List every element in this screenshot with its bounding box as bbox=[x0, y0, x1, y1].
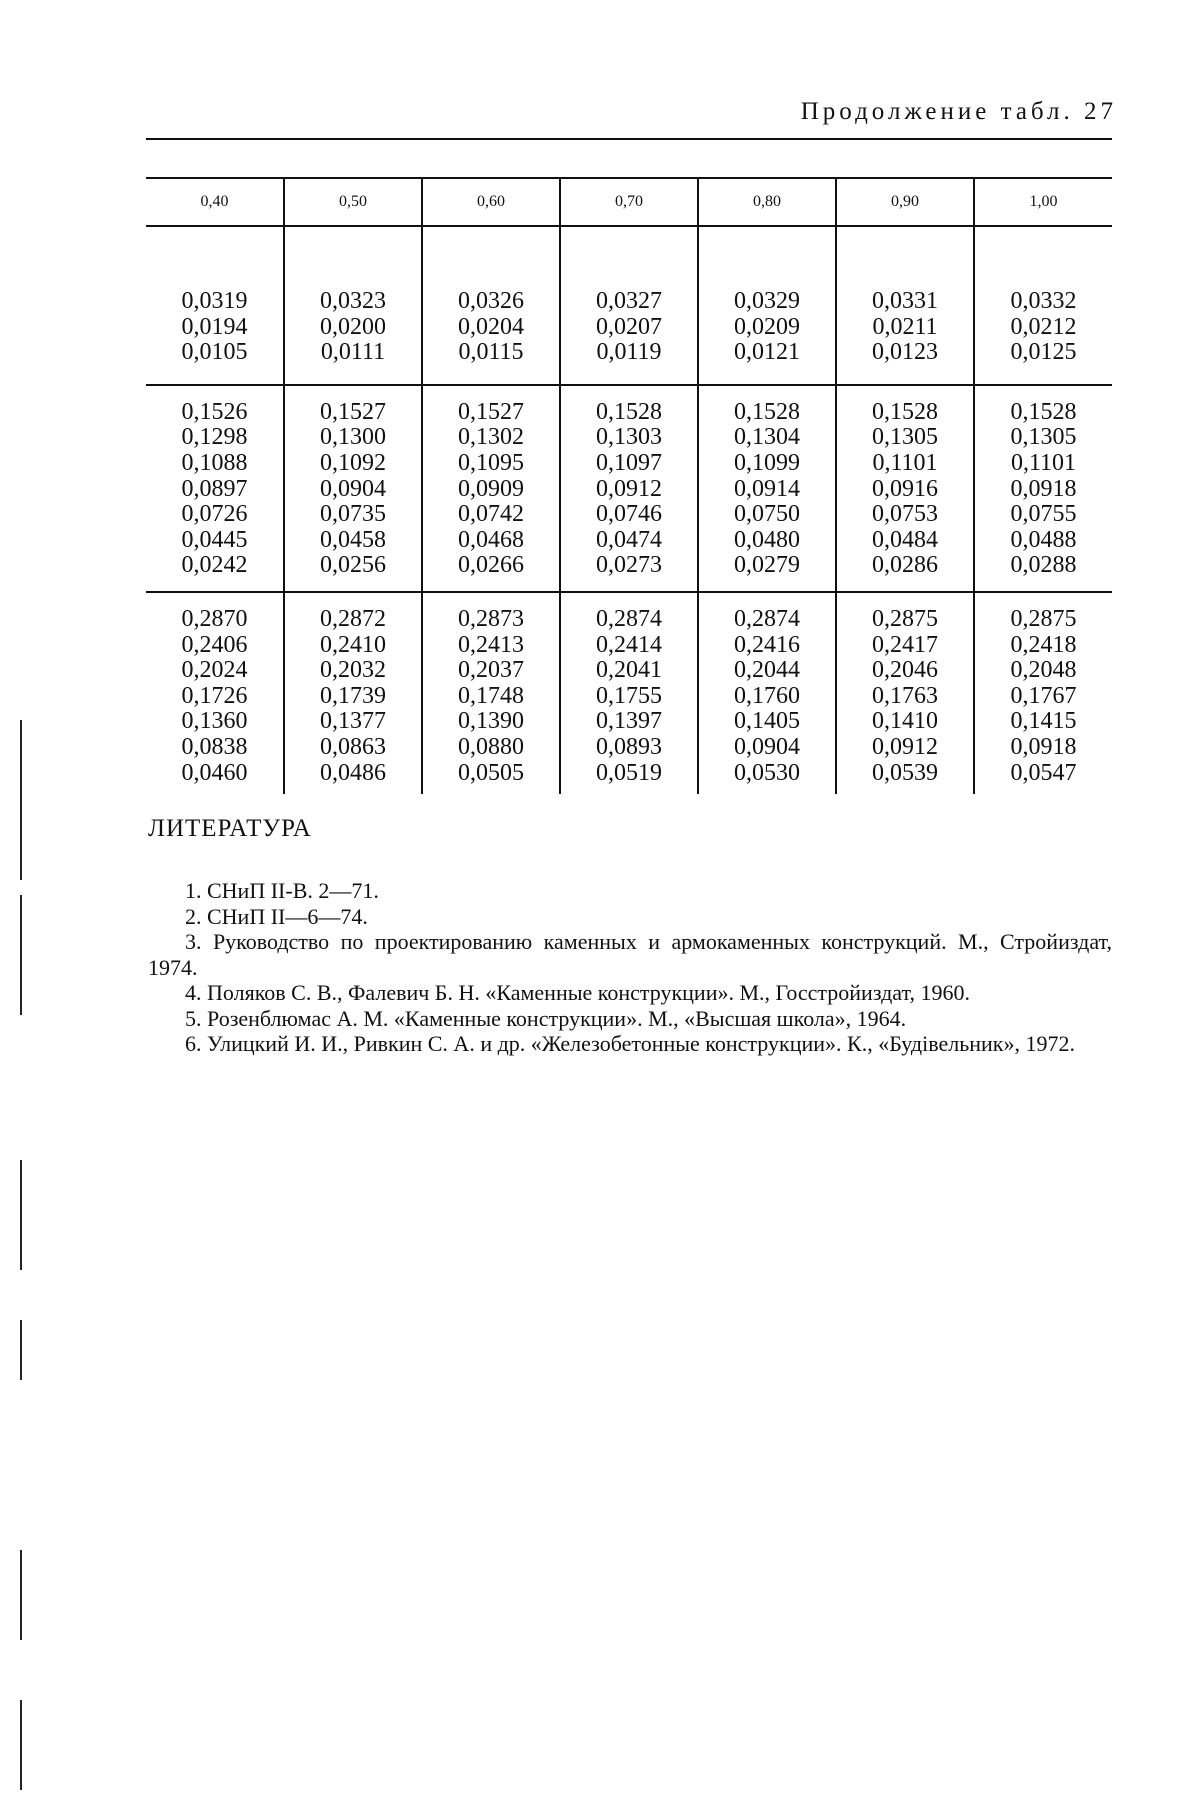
cell-value: 0,2873 bbox=[458, 605, 524, 632]
table-cell bbox=[560, 592, 698, 794]
cell-value: 0,0121 bbox=[734, 339, 800, 366]
table-cell bbox=[836, 592, 974, 794]
cell-value: 0,0755 bbox=[1010, 501, 1077, 528]
cell-value: 0,0266 bbox=[458, 552, 524, 579]
cell-value: 0,0458 bbox=[320, 526, 386, 553]
cell-value: 0,0279 bbox=[734, 552, 800, 579]
table-row bbox=[146, 226, 1112, 385]
table-cell bbox=[560, 385, 698, 592]
table-cell bbox=[284, 226, 422, 385]
cell-value: 0,1101 bbox=[872, 449, 938, 476]
table-continuation-caption: Продолжение табл. 27 bbox=[800, 98, 1117, 125]
cell-value: 0,0916 bbox=[872, 475, 938, 502]
cell-value: 0,2875 bbox=[872, 605, 938, 632]
cell-value: 0,0726 bbox=[181, 501, 248, 528]
cell-value: 0,0480 bbox=[734, 526, 800, 553]
cell-value: 0,0319 bbox=[181, 288, 248, 314]
reference-item: 2. СНиП II—6—74. bbox=[185, 903, 368, 929]
column-header: 0,50 bbox=[284, 178, 422, 226]
cell-value: 0,0484 bbox=[872, 526, 938, 553]
cell-value: 0,1527 bbox=[458, 398, 524, 425]
cell-value: 0,0539 bbox=[872, 759, 938, 786]
table-row bbox=[146, 385, 1112, 592]
table-cell bbox=[836, 226, 974, 385]
cell-value: 0,0331 bbox=[872, 288, 938, 314]
cell-value: 0,2872 bbox=[320, 605, 386, 632]
cell-value: 0,0209 bbox=[734, 313, 800, 340]
cell-value: 0,2406 bbox=[181, 631, 248, 658]
cell-value: 0,0912 bbox=[596, 475, 662, 502]
column-header: 1,00 bbox=[974, 178, 1112, 226]
table-cell bbox=[974, 592, 1112, 794]
cell-value: 0,0530 bbox=[734, 759, 800, 786]
cell-value: 0,0119 bbox=[596, 339, 662, 366]
cell-value: 0,2046 bbox=[872, 657, 938, 684]
cell-value: 0,2413 bbox=[458, 631, 524, 658]
cell-value: 0,0125 bbox=[1010, 339, 1077, 366]
cell-value: 0,2870 bbox=[181, 605, 248, 632]
cell-value: 0,0735 bbox=[320, 501, 386, 528]
cell-value: 0,0204 bbox=[458, 313, 524, 340]
scan-artifact bbox=[20, 1550, 22, 1640]
table-cell bbox=[146, 226, 284, 385]
cell-value: 0,1739 bbox=[320, 682, 386, 709]
cell-value: 0,0329 bbox=[734, 288, 800, 314]
literature-section bbox=[148, 815, 1112, 1057]
cell-value: 0,0918 bbox=[1010, 733, 1077, 760]
cell-value: 0,1526 bbox=[181, 398, 248, 425]
cell-value: 0,1101 bbox=[1010, 449, 1077, 476]
cell-value: 0,1760 bbox=[734, 682, 800, 709]
cell-value: 0,0505 bbox=[458, 759, 524, 786]
cell-value: 0,2874 bbox=[596, 605, 662, 632]
cell-value: 0,1092 bbox=[320, 449, 386, 476]
cell-value: 0,0273 bbox=[596, 552, 662, 579]
cell-value: 0,0909 bbox=[458, 475, 524, 502]
cell-value: 0,0460 bbox=[181, 759, 248, 786]
cell-value: 0,0488 bbox=[1010, 526, 1077, 553]
cell-value: 0,1763 bbox=[872, 682, 938, 709]
cell-value: 0,2414 bbox=[596, 631, 662, 658]
cell-value: 0,0468 bbox=[458, 526, 524, 553]
cell-value: 0,2032 bbox=[320, 657, 386, 684]
cell-value: 0,2410 bbox=[320, 631, 386, 658]
cell-value: 0,0753 bbox=[872, 501, 938, 528]
cell-value: 0,1298 bbox=[181, 424, 248, 451]
cell-value: 0,0445 bbox=[181, 526, 248, 553]
scan-artifact bbox=[20, 1700, 22, 1790]
cell-value: 0,1097 bbox=[596, 449, 662, 476]
cell-value: 0,1304 bbox=[734, 424, 800, 451]
cell-value: 0,1726 bbox=[181, 682, 248, 709]
cell-value: 0,2048 bbox=[1010, 657, 1077, 684]
table-cell bbox=[422, 226, 560, 385]
table-cell bbox=[698, 385, 836, 592]
cell-value: 0,0474 bbox=[596, 526, 662, 553]
table-cell bbox=[698, 226, 836, 385]
reference-item: 1. СНиП II-В. 2—71. bbox=[185, 878, 379, 903]
data-table bbox=[146, 177, 1112, 794]
table-cell bbox=[146, 385, 284, 592]
reference-item: 5. Розенблюмас А. М. «Каменные конструкции». М., «Высшая школа», 1964. bbox=[185, 1005, 907, 1031]
cell-value: 0,0211 bbox=[872, 313, 938, 340]
cell-value: 0,0288 bbox=[1010, 552, 1077, 579]
table-cell bbox=[836, 385, 974, 592]
literature-title: ЛИТЕРАТУРА bbox=[148, 815, 312, 842]
cell-value: 0,1405 bbox=[734, 708, 800, 735]
cell-value: 0,1527 bbox=[320, 398, 386, 425]
cell-value: 0,0332 bbox=[1010, 288, 1077, 314]
column-header: 0,40 bbox=[146, 178, 284, 226]
cell-value: 0,1302 bbox=[458, 424, 524, 451]
cell-value: 0,1397 bbox=[596, 708, 662, 735]
scan-artifact bbox=[20, 1320, 22, 1380]
scan-artifact bbox=[20, 720, 22, 880]
cell-value: 0,0519 bbox=[596, 759, 662, 786]
cell-value: 0,0897 bbox=[181, 475, 248, 502]
column-header: 0,60 bbox=[422, 178, 560, 226]
table-cell bbox=[284, 385, 422, 592]
cell-value: 0,1360 bbox=[181, 708, 248, 735]
cell-value: 0,2037 bbox=[458, 657, 524, 684]
cell-value: 0,0904 bbox=[734, 733, 800, 760]
cell-value: 0,1088 bbox=[181, 449, 248, 476]
cell-value: 0,0194 bbox=[181, 313, 248, 340]
cell-value: 0,1755 bbox=[596, 682, 662, 709]
cell-value: 0,2024 bbox=[181, 657, 248, 684]
cell-value: 0,2875 bbox=[1010, 605, 1077, 632]
cell-value: 0,0750 bbox=[734, 501, 800, 528]
data-table-container bbox=[146, 177, 1112, 794]
cell-value: 0,0918 bbox=[1010, 475, 1077, 502]
cell-value: 0,0742 bbox=[458, 501, 524, 528]
cell-value: 0,2416 bbox=[734, 631, 800, 658]
cell-value: 0,0838 bbox=[181, 733, 248, 760]
column-header: 0,90 bbox=[836, 178, 974, 226]
cell-value: 0,0880 bbox=[458, 733, 524, 760]
cell-value: 0,1415 bbox=[1010, 708, 1077, 735]
table-cell bbox=[422, 592, 560, 794]
cell-value: 0,0111 bbox=[320, 339, 386, 366]
table-cell bbox=[284, 592, 422, 794]
cell-value: 0,0547 bbox=[1010, 759, 1077, 786]
cell-value: 0,0914 bbox=[734, 475, 800, 502]
cell-value: 0,1303 bbox=[596, 424, 662, 451]
cell-value: 0,1528 bbox=[872, 398, 938, 425]
cell-value: 0,1305 bbox=[872, 424, 938, 451]
cell-value: 0,1410 bbox=[872, 708, 938, 735]
cell-value: 0,0893 bbox=[596, 733, 662, 760]
table-cell bbox=[422, 385, 560, 592]
table-group-3 bbox=[146, 592, 1112, 794]
reference-item: 6. Улицкий И. И., Ривкин С. А. и др. «Железобетонные конструкции». К., «Будiвельник», 1972. bbox=[185, 1031, 1075, 1056]
header-rule bbox=[146, 138, 1112, 140]
cell-value: 0,0323 bbox=[320, 288, 386, 314]
cell-value: 0,0256 bbox=[320, 552, 386, 579]
cell-value: 0,0486 bbox=[320, 759, 386, 786]
cell-value: 0,0242 bbox=[181, 552, 248, 579]
cell-value: 0,1099 bbox=[734, 449, 800, 476]
cell-value: 0,0904 bbox=[320, 475, 386, 502]
cell-value: 0,2418 bbox=[1010, 631, 1077, 658]
table-group-1 bbox=[146, 226, 1112, 385]
reference-item: 3. Руководство по проектированию каменных и армокаменных конструкций. М., Стройиздат, 1974. bbox=[148, 929, 1112, 980]
table-group-2 bbox=[146, 385, 1112, 592]
scan-artifact bbox=[20, 895, 22, 1015]
cell-value: 0,0207 bbox=[596, 313, 662, 340]
cell-value: 0,1748 bbox=[458, 682, 524, 709]
cell-value: 0,2041 bbox=[596, 657, 662, 684]
cell-value: 0,2044 bbox=[734, 657, 800, 684]
cell-value: 0,1528 bbox=[596, 398, 662, 425]
table-cell bbox=[560, 226, 698, 385]
table-row bbox=[146, 592, 1112, 794]
cell-value: 0,0105 bbox=[181, 339, 248, 366]
cell-value: 0,1300 bbox=[320, 424, 386, 451]
cell-value: 0,1767 bbox=[1010, 682, 1077, 709]
cell-value: 0,1528 bbox=[1010, 398, 1077, 425]
cell-value: 0,0863 bbox=[320, 733, 386, 760]
cell-value: 0,0123 bbox=[872, 339, 938, 366]
table-cell bbox=[974, 385, 1112, 592]
cell-value: 0,0200 bbox=[320, 313, 386, 340]
cell-value: 0,1390 bbox=[458, 708, 524, 735]
cell-value: 0,2874 bbox=[734, 605, 800, 632]
cell-value: 0,0327 bbox=[596, 288, 662, 314]
column-header: 0,70 bbox=[560, 178, 698, 226]
cell-value: 0,1377 bbox=[320, 708, 386, 735]
table-cell bbox=[146, 592, 284, 794]
cell-value: 0,0326 bbox=[458, 288, 524, 314]
cell-value: 0,0212 bbox=[1010, 313, 1077, 340]
cell-value: 0,1305 bbox=[1010, 424, 1077, 451]
scan-artifact bbox=[20, 1160, 22, 1270]
reference-item: 4. Поляков С. В., Фалевич Б. Н. «Каменные конструкции». М., Госстройиздат, 1960. bbox=[185, 980, 970, 1005]
cell-value: 0,1528 bbox=[734, 398, 800, 425]
table-cell bbox=[698, 592, 836, 794]
table-cell bbox=[974, 226, 1112, 385]
cell-value: 0,0115 bbox=[458, 339, 524, 366]
cell-value: 0,0912 bbox=[872, 733, 938, 760]
cell-value: 0,0286 bbox=[872, 552, 938, 579]
column-header: 0,80 bbox=[698, 178, 836, 226]
cell-value: 0,1095 bbox=[458, 449, 524, 476]
cell-value: 0,0746 bbox=[596, 501, 662, 528]
table-header-row bbox=[146, 178, 1112, 226]
cell-value: 0,2417 bbox=[872, 631, 938, 658]
